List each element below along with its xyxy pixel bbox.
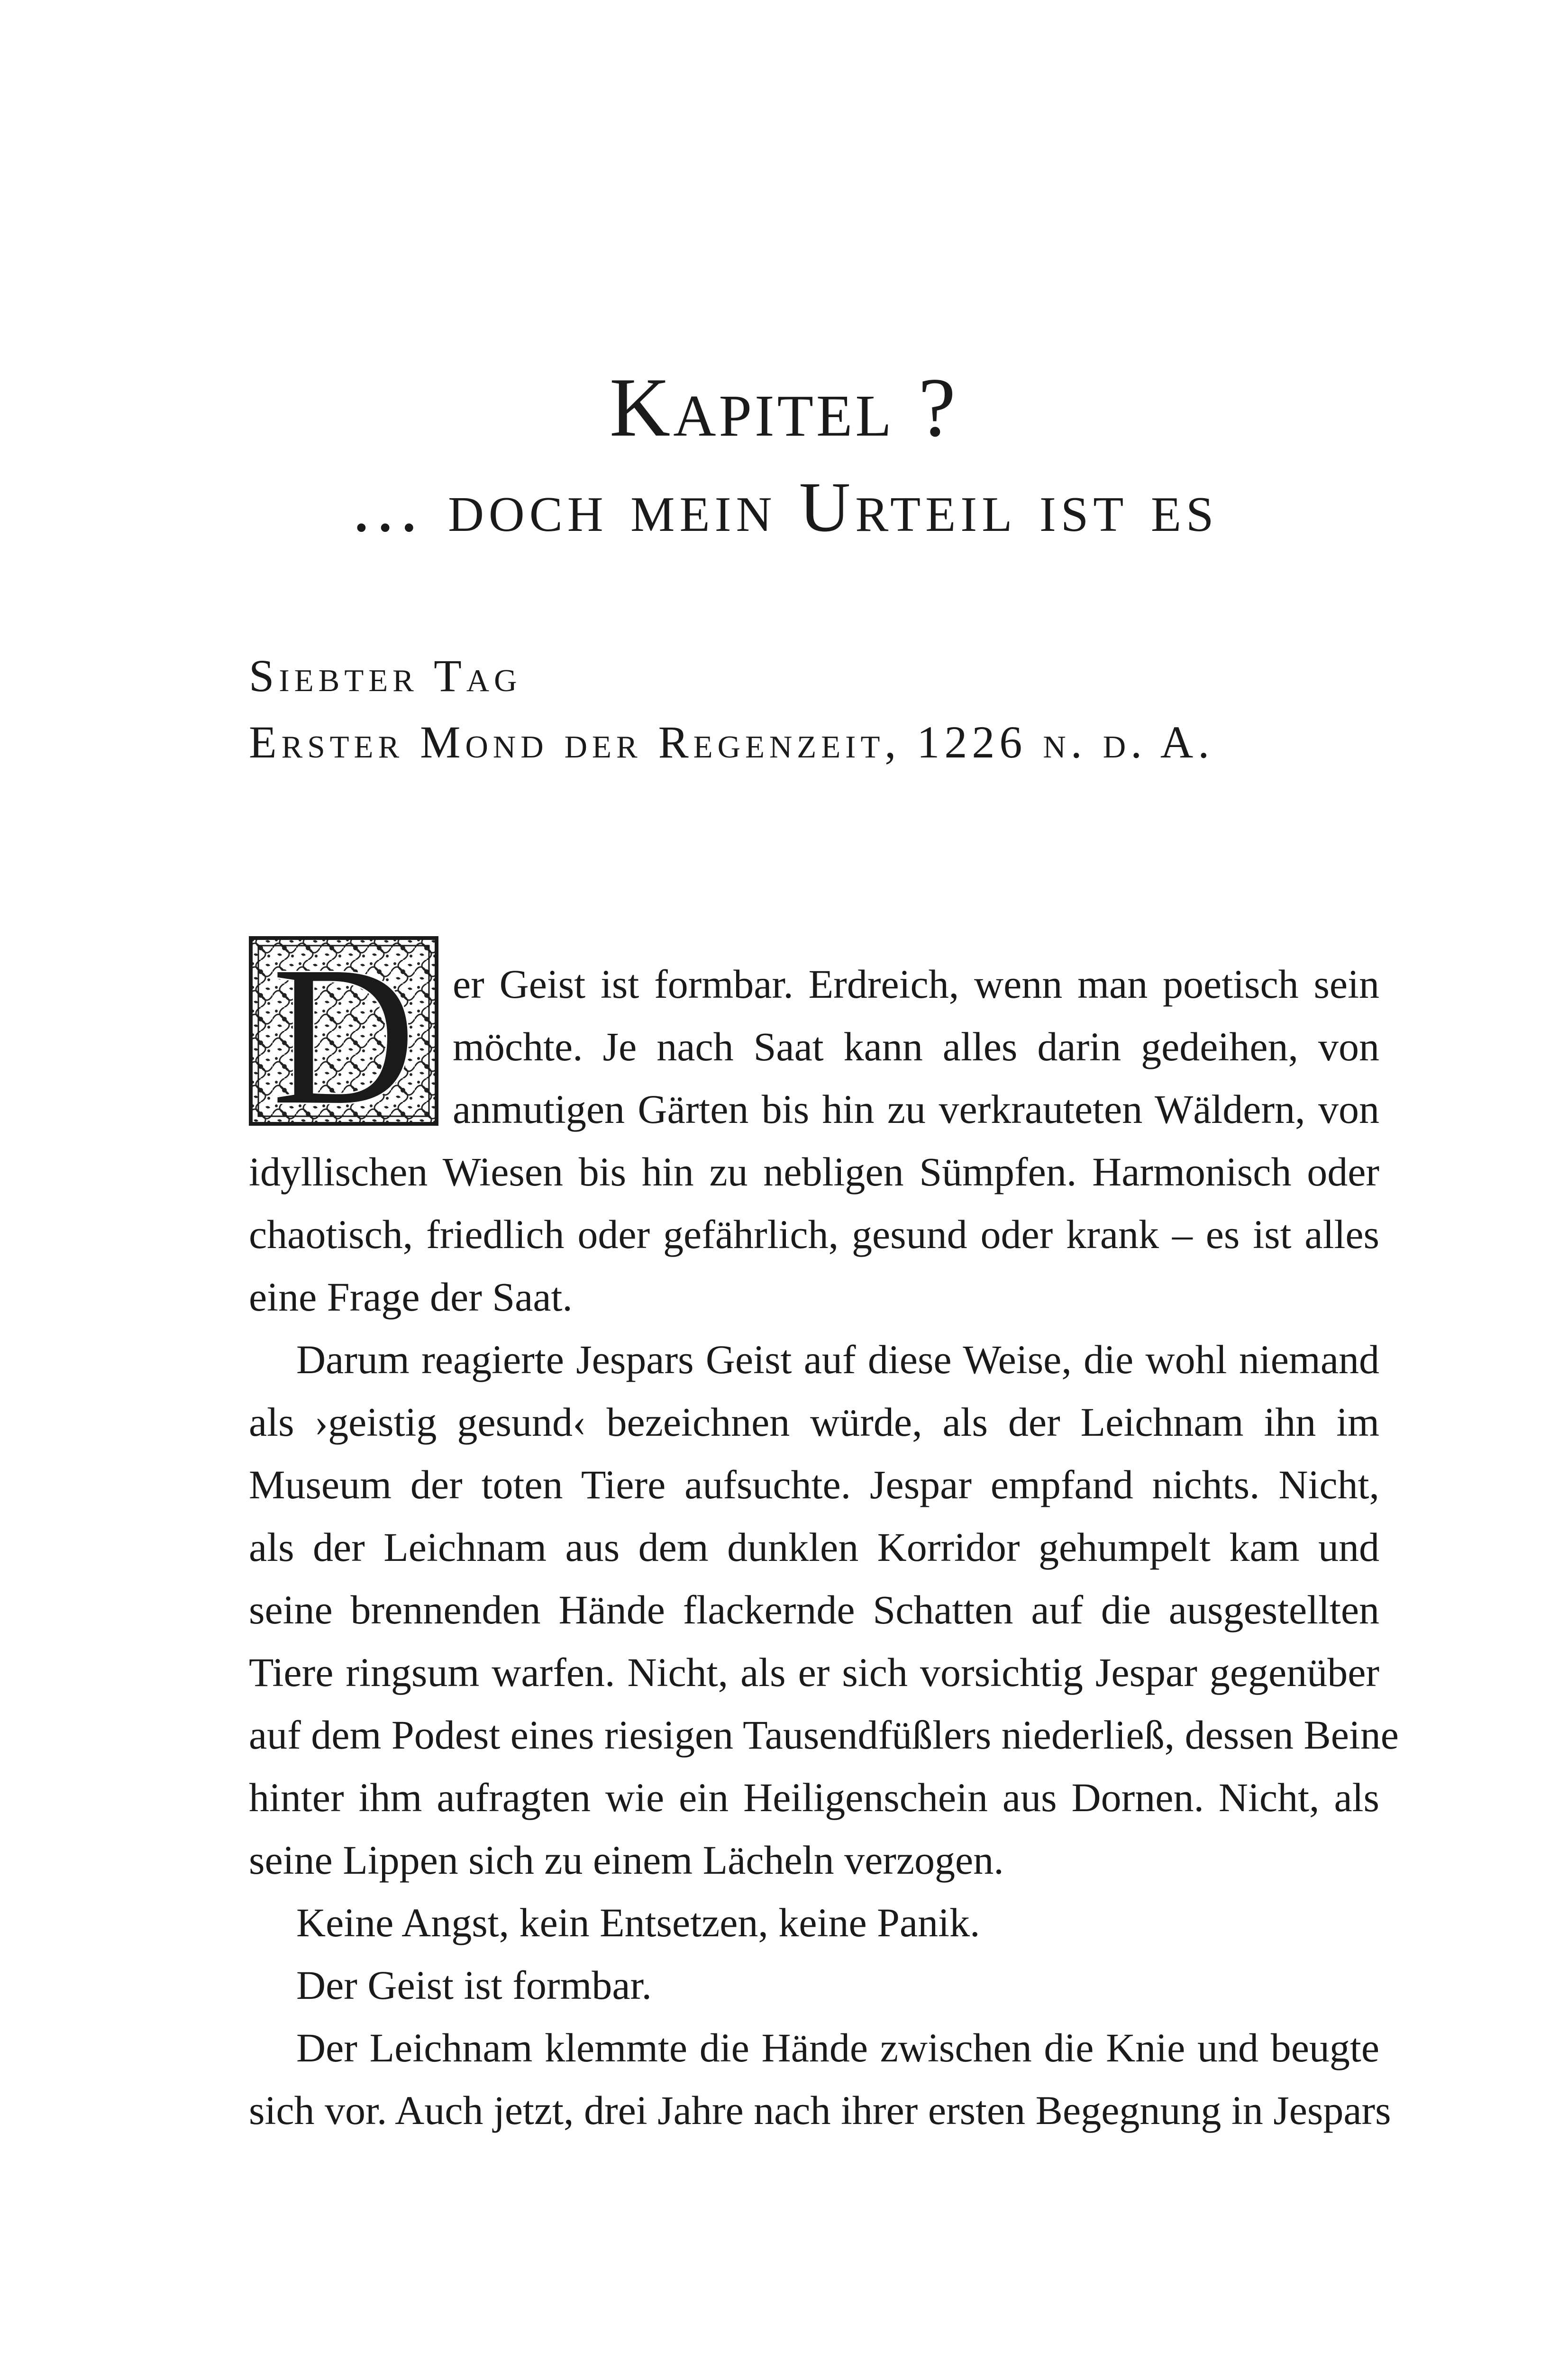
text-line: als ›geistig gesund‹ bezeichnen würde, als der Leichnam ihn im bbox=[249, 1399, 1379, 1445]
text-line: eine Frage der Saat. bbox=[249, 1274, 573, 1320]
text-line: Keine Angst, kein Entsetzen, keine Panik. bbox=[296, 1900, 980, 1945]
text-line: anmutigen Gärten bis hin zu verkrauteten Wäldern, von bbox=[453, 1086, 1379, 1132]
text-line: hinter ihm aufragten wie ein Heiligenschein aus Dornen. Nicht, als bbox=[249, 1775, 1379, 1820]
text-line: Museum der toten Tiere aufsuchte. Jespar empfand nichts. Nicht, bbox=[249, 1462, 1379, 1507]
text-line: idyllischen Wiesen bis hin zu nebligen Sümpfen. Harmonisch oder bbox=[249, 1149, 1379, 1194]
text-line: Der Geist ist formbar. bbox=[296, 1962, 652, 2008]
dateline-date: Erster Mond der Regenzeit, 1226 n. d. A. bbox=[249, 717, 1214, 767]
text-line: chaotisch, friedlich oder gefährlich, gesund oder krank – es ist alles bbox=[249, 1212, 1379, 1257]
text-line: möchte. Je nach Saat kann alles darin gedeihen, von bbox=[453, 1024, 1379, 1069]
chapter-subtitle: … doch mein Urteil ist es bbox=[349, 468, 1219, 547]
dateline-day: Siebter Tag bbox=[249, 650, 522, 701]
chapter-title: Kapitel ? bbox=[609, 360, 959, 454]
text-line: Der Leichnam klemmte die Hände zwischen die Knie und beugte bbox=[296, 2025, 1379, 2070]
text-line: als der Leichnam aus dem dunklen Korridor gehumpelt kam und bbox=[249, 1524, 1379, 1570]
text-line: Tiere ringsum warfen. Nicht, als er sich vorsichtig Jespar gegenüber bbox=[249, 1650, 1379, 1695]
text-line: seine Lippen sich zu einem Lächeln verzogen. bbox=[249, 1837, 1004, 1883]
text-line: Darum reagierte Jespars Geist auf diese Weise, die wohl niemand bbox=[296, 1337, 1379, 1382]
drop-cap-letter: D bbox=[272, 925, 416, 1146]
body-text bbox=[249, 953, 1399, 2142]
text-line: er Geist ist formbar. Erdreich, wenn man poetisch sein bbox=[453, 961, 1379, 1007]
text-line: seine brennenden Hände flackernde Schatten auf die ausgestellten bbox=[249, 1587, 1379, 1632]
text-line: auf dem Podest eines riesigen Tausendfüßlers niederließ, dessen Beine bbox=[249, 1712, 1399, 1758]
text-line: sich vor. Auch jetzt, drei Jahre nach ihrer ersten Begegnung in Jespars bbox=[249, 2087, 1391, 2133]
